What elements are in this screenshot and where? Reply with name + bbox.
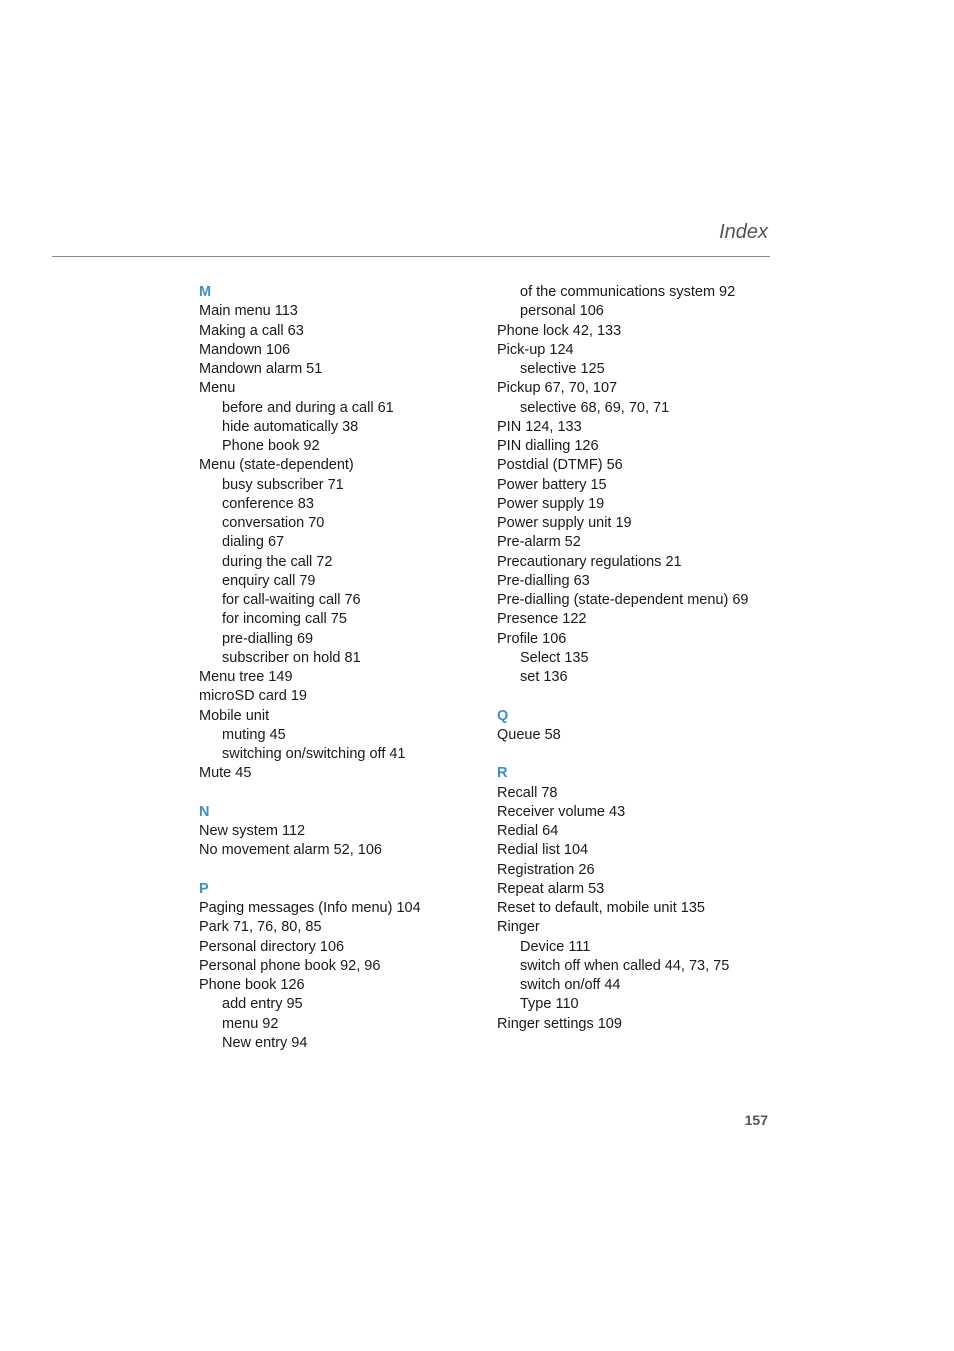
index-entry: Mute 45 xyxy=(199,765,252,782)
index-entry: Redial list 104 xyxy=(497,842,589,859)
index-entry: Mobile unit xyxy=(199,707,270,724)
index-entry: Presence 122 xyxy=(497,611,587,628)
index-entry: Making a call 63 xyxy=(199,322,304,339)
index-subentry: before and during a call 61 xyxy=(222,399,394,416)
index-entry: Main menu 113 xyxy=(199,303,298,320)
index-spacer xyxy=(199,861,469,880)
index-entry: Personal directory 106 xyxy=(199,938,345,955)
index-entry: Mandown alarm 51 xyxy=(199,361,323,377)
header-rule xyxy=(52,256,770,257)
index-entry: Power supply unit 19 xyxy=(497,515,632,531)
index-subentry: add entry 95 xyxy=(222,996,303,1013)
index-subentry: during the call 72 xyxy=(222,553,333,570)
index-entry: Profile 106 xyxy=(497,630,567,647)
index-subentry: for call-waiting call 76 xyxy=(222,592,361,608)
index-letter-heading: M xyxy=(199,284,212,300)
index-subentry: switching on/switching off 41 xyxy=(222,746,406,762)
index-entry: Recall 78 xyxy=(497,784,558,801)
index-entry: Redial 64 xyxy=(497,823,559,839)
index-column-right xyxy=(497,283,787,1034)
index-subentry: personal 106 xyxy=(520,303,604,320)
index-subentry: hide automatically 38 xyxy=(222,418,359,435)
index-subentry: selective 68, 69, 70, 71 xyxy=(520,399,670,416)
index-entry: Pre-dialling (state-dependent menu) 69 xyxy=(497,592,749,608)
index-entry: Pre-alarm 52 xyxy=(497,534,581,551)
index-subentry: set 136 xyxy=(520,669,568,685)
index-entry: Menu tree 149 xyxy=(199,669,293,685)
index-entry: Ringer xyxy=(497,919,540,936)
index-subentry: subscriber on hold 81 xyxy=(222,649,361,666)
index-subentry: Device 111 xyxy=(520,938,591,955)
index-entry: Pickup 67, 70, 107 xyxy=(497,380,618,397)
index-column-left xyxy=(199,283,469,1053)
index-subentry: pre-dialling 69 xyxy=(222,630,314,647)
index-entry: Power battery 15 xyxy=(497,476,607,493)
index-entry: Reset to default, mobile unit 135 xyxy=(497,900,705,916)
index-entry: Personal phone book 92, 96 xyxy=(199,957,381,974)
index-letter-heading: N xyxy=(199,803,210,820)
index-entry: New system 112 xyxy=(199,823,306,839)
index-subentry: switch off when called 44, 73, 75 xyxy=(520,957,730,974)
index-entry: No movement alarm 52, 106 xyxy=(199,842,382,859)
index-subentry: muting 45 xyxy=(222,726,286,743)
running-header-title: Index xyxy=(719,221,768,243)
index-subentry: Select 135 xyxy=(520,649,589,666)
index-entry: Queue 58 xyxy=(497,726,561,743)
index-entry: Ringer settings 109 xyxy=(497,1015,622,1032)
index-subentry: conference 83 xyxy=(222,495,314,512)
index-entry: Precautionary regulations 21 xyxy=(497,553,682,570)
index-entry: Paging messages (Info menu) 104 xyxy=(199,900,421,916)
index-subentry: switch on/off 44 xyxy=(520,977,621,993)
index-subentry: Phone book 92 xyxy=(222,438,320,454)
index-entry: microSD card 19 xyxy=(199,688,307,705)
index-entry: Registration 26 xyxy=(497,861,595,878)
index-entry: Pre-dialling 63 xyxy=(497,572,590,589)
index-entry: Phone lock 42, 133 xyxy=(497,322,622,339)
page-number: 157 xyxy=(744,1112,768,1128)
index-subentry: New entry 94 xyxy=(222,1034,308,1051)
index-entry: Receiver volume 43 xyxy=(497,803,626,820)
index-spacer xyxy=(497,745,787,764)
index-entry: Postdial (DTMF) 56 xyxy=(497,457,623,474)
index-entry: Park 71, 76, 80, 85 xyxy=(199,919,322,936)
index-subentry: of the communications system 92 xyxy=(520,284,736,300)
index-entry: PIN dialling 126 xyxy=(497,438,599,454)
index-subentry: conversation 70 xyxy=(222,515,325,531)
index-letter-heading: R xyxy=(497,765,508,782)
index-subentry: Type 110 xyxy=(520,996,579,1013)
index-entry: Phone book 126 xyxy=(199,977,305,993)
index-subentry: dialing 67 xyxy=(222,534,285,551)
index-entry: Pick-up 124 xyxy=(497,341,574,358)
index-spacer xyxy=(199,784,469,803)
index-entry: Power supply 19 xyxy=(497,495,605,512)
index-entry: PIN 124, 133 xyxy=(497,418,582,435)
index-spacer xyxy=(497,687,787,706)
index-subentry: menu 92 xyxy=(222,1015,279,1032)
index-letter-heading: P xyxy=(199,880,209,897)
index-subentry: enquiry call 79 xyxy=(222,572,316,589)
index-subentry: selective 125 xyxy=(520,361,605,377)
index-subentry: busy subscriber 71 xyxy=(222,476,344,493)
index-entry: Mandown 106 xyxy=(199,341,291,358)
index-letter-heading: Q xyxy=(497,707,509,724)
index-entry: Repeat alarm 53 xyxy=(497,880,605,897)
index-entry: Menu (state-dependent) xyxy=(199,457,354,474)
index-subentry: for incoming call 75 xyxy=(222,611,347,628)
index-entry: Menu xyxy=(199,380,236,397)
